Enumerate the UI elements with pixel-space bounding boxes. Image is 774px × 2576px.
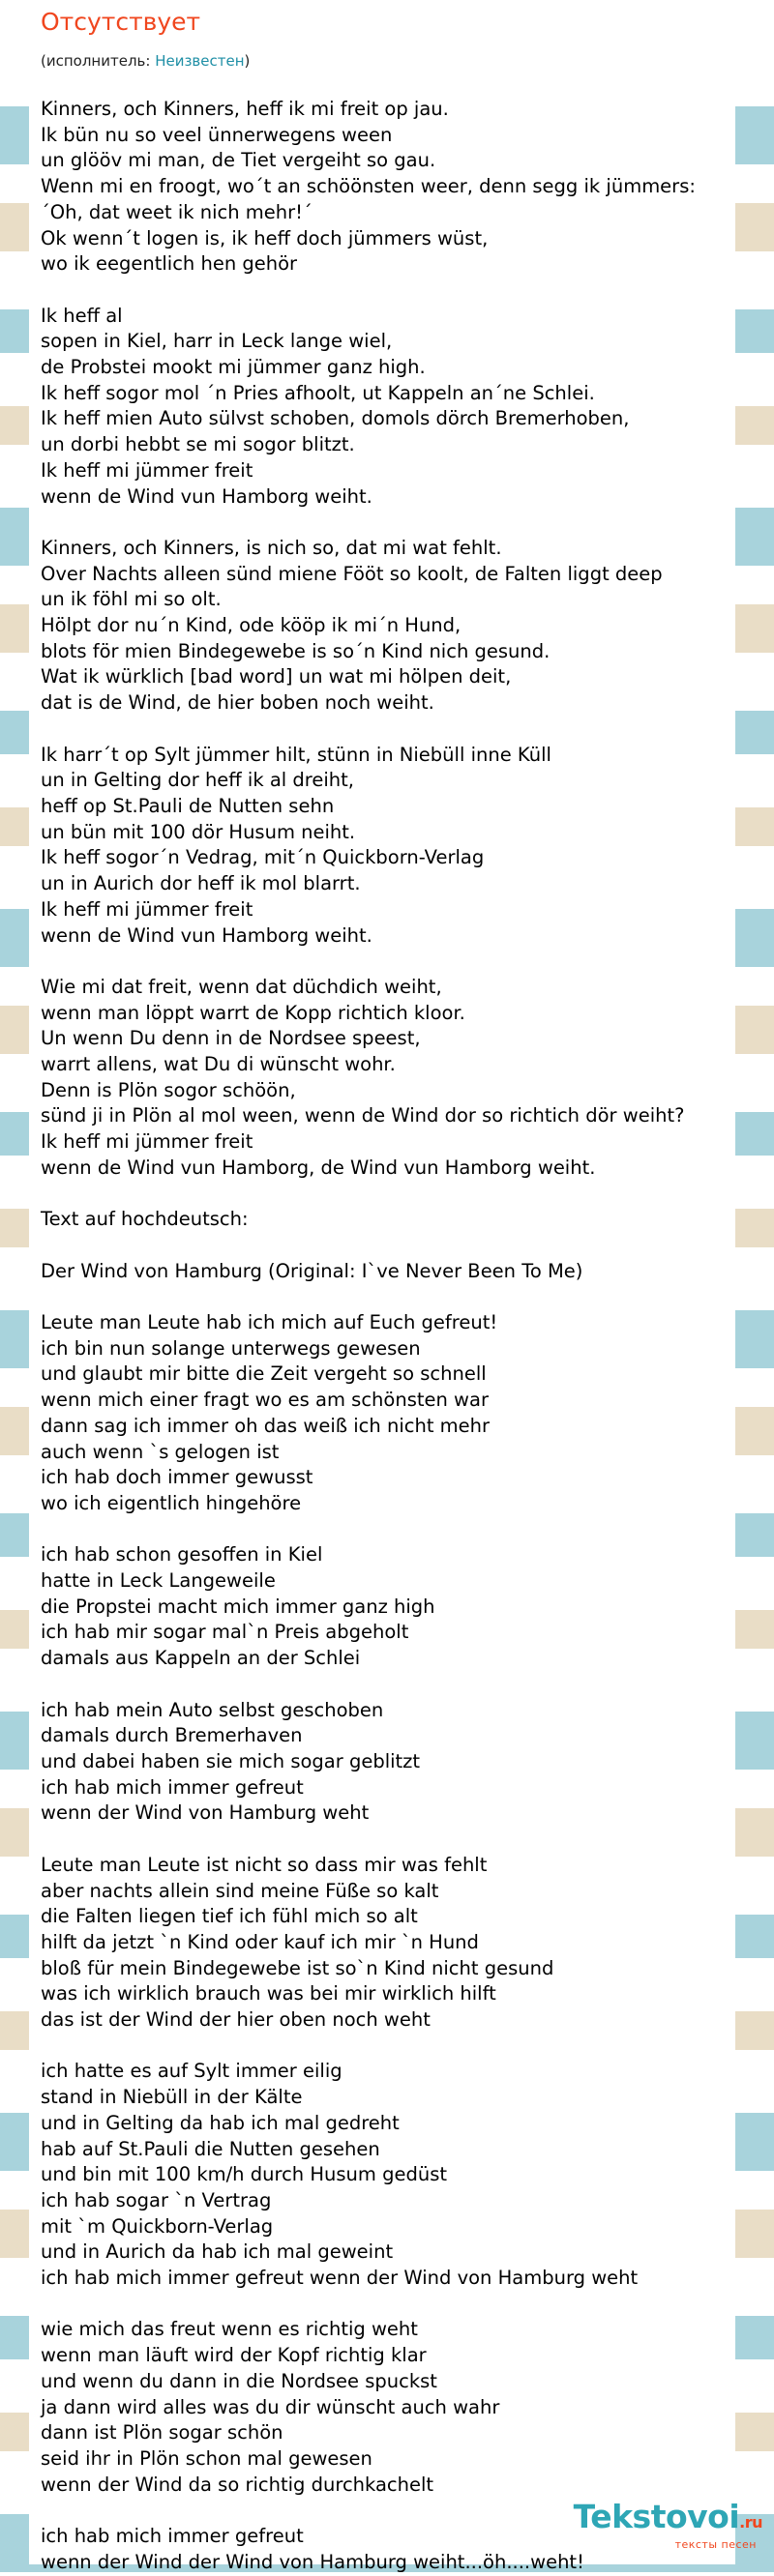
artist-line — [41, 52, 250, 70]
song-title: Отсутствует — [41, 8, 201, 36]
logo-tagline: тексты песен — [674, 2538, 757, 2551]
logo-tld: .ru — [739, 2513, 762, 2532]
artist-prefix: (исполнитель: — [41, 52, 156, 70]
artist-link[interactable]: Неизвестен — [155, 52, 245, 70]
logo-name: Tekstovoi — [573, 2498, 740, 2535]
artist-suffix: ) — [244, 52, 251, 70]
site-logo[interactable] — [573, 2498, 762, 2551]
lyrics-text: Kinners, och Kinners, heff ik mi freit op jau. Ik bün nu so veel ünnerwegens ween un glööv mi man, de Tiet vergeiht so gau. Wenn mi en froogt, wo´t an schöönsten weer, denn segg ik jümmers: ´Oh, dat weet ik nich mehr!´ Ok wenn´t logen is, ik heff doch jümmers wüst, wo ik eegentlich hen gehör Ik heff al sopen in Kiel, harr in Leck lange wiel, de Probstei mookt mi jümmer ganz high. Ik heff sogor mol ´n Pries afhoolt, ut Kappeln an´ne Schlei. Ik heff mien Auto sülvst schoben, domols dörch Bremerhoben, un dorbi hebbt se mi sogor blitzt. Ik heff mi jümmer freit wenn de Wind vun Hamborg weiht. Kinners, och Kinners, is nich so, dat mi wat fehlt. Over Nachts alleen sünd miene Fööt so koolt, de Falten liggt deep un ik föhl mi so olt. Hölpt dor nu´n Kind, ode kööp ik mi´n Hund, blots för mien Bindegewebe is so´n Kind nich gesund. Wat ik würklich [bad word] un wat mi hölpen deit, dat is de Wind, de hier boben noch weiht. Ik harr´t op Sylt jümmer hilt, stünn in Niebüll inne Küll un in Gelting dor heff ik al dreiht, heff op St.Pauli de Nutten sehn un bün mit 100 dör Husum neiht. Ik heff sogor´n Vedrag, mit´n Quickborn-Verlag un in Aurich dor heff ik mol blarrt. Ik heff mi jümmer freit wenn de Wind vun Hamborg weiht. Wie mi dat freit, wenn dat düchdich weiht, wenn man löppt warrt de Kopp richtich kloor. Un wenn Du denn in de Nordsee speest, warrt allens, wat Du di wünscht wohr. Denn is Plön sogor schöön, sünd ji in Plön al mol ween, wenn de Wind dor so richtich dör weiht? Ik heff mi jümmer freit wenn de Wind vun Hamborg, de Wind vun Hamborg weiht. Text auf hochdeutsch: Der Wind von Hamburg (Original: I`ve Never Been To Me) Leute man Leute hab ich mich auf Euch gefreut! ich bin nun solange unterwegs gewesen und glaubt mir bitte die Zeit vergeht so schnell wenn mich einer fragt wo es am schönsten war dann sag ich immer oh das weiß ich nicht mehr auch wenn `s gelogen ist ich hab doch immer gewusst wo ich eigentlich hingehöre ich hab schon gesoffen in Kiel hatte in Leck Langeweile die Propstei macht mich immer ganz high ich hab mir sogar mal`n Preis abgeholt damals aus Kappeln an der Schlei ich hab mein Auto selbst geschoben damals durch Bremerhaven und dabei haben sie mich sogar geblitzt ich hab mich immer gefreut wenn der Wind von Hamburg weht Leute man Leute ist nicht so dass mir was fehlt aber nachts allein sind meine Füße so kalt die Falten liegen tief ich fühl mich so alt hilft da jetzt `n Kind oder kauf ich mir `n Hund bloß für mein Bindegewebe ist so`n Kind nicht gesund was ich wirklich brauch was bei mir wirklich hilft das ist der Wind der hier oben noch weht ich hatte es auf Sylt immer eilig stand in Niebüll in der Kälte und in Gelting da hab ich mal gedreht hab auf St.Pauli die Nutten gesehen und bin mit 100 km/h durch Husum gedüst ich hab sogar `n Vertrag mit `m Quickborn-Verlag und in Aurich da hab ich mal geweint ich hab mich immer gefreut wenn der Wind von Hamburg weht wie mich das freut wenn es richtig weht wenn man läuft wird der Kopf richtig klar und wenn du dann in die Nordsee spuckst ja dann wird alles was du dir wünscht auch wahr dann ist Plön sogar schön seid ihr in Plön schon mal gewesen wenn der Wind da so richtig durchkachelt ich hab mich immer gefreut wenn der Wind der Wind von Hamburg weiht...öh....weht! — [41, 98, 696, 2573]
